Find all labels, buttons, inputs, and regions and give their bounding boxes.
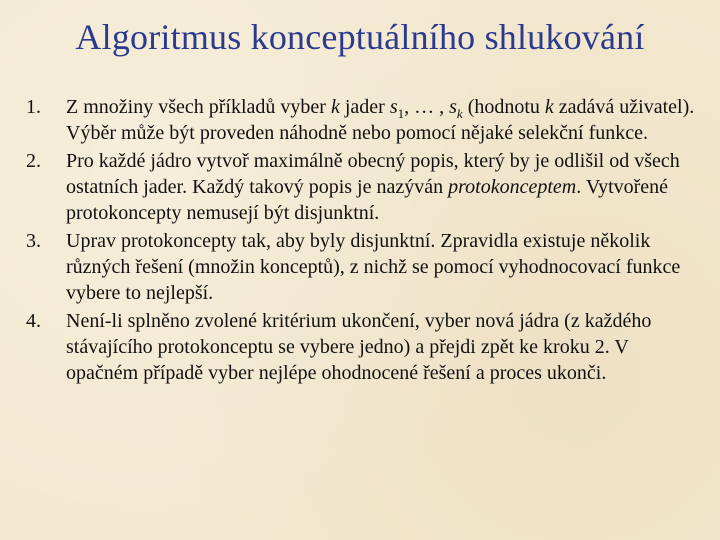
- item-text: k: [456, 106, 463, 121]
- item-text: Uprav protokoncepty tak, aby byly disjunktní. Zpravidla existuje několik různých řešení (množin konceptů), z nichž se pomocí vyhodnocovací funkce vybere to nejlepší.: [66, 230, 681, 304]
- item-number: 3.: [26, 230, 41, 252]
- list-item: [26, 308, 698, 386]
- list-item: [26, 228, 698, 306]
- item-text: Z množiny všech příkladů vyber: [66, 96, 331, 118]
- item-text: . Vytvořené protokoncepty nemusejí být disjunktní.: [66, 176, 669, 224]
- item-text: Pro každé jádro vytvoř maximálně obecný popis, který by je odlišil od všech ostatních jader. Každý takový popis je nazýván: [66, 150, 680, 198]
- item-text: jader: [339, 96, 390, 118]
- item-text: k: [544, 96, 554, 118]
- item-text: s: [449, 96, 457, 118]
- item-text: Není-li splněno zvolené kritérium ukončení, vyber nová jádra (z každého stávajícího protokonceptu se vybere jedno) a přejdi zpět ke kroku 2. V opačném případě vyber nejlépe ohodnocené řešení a proces ukonči.: [66, 310, 652, 384]
- steps-list: [26, 94, 698, 388]
- slide-title: Algoritmus konceptuálního shlukování: [75, 17, 645, 57]
- item-text: (hodnotu: [462, 96, 545, 118]
- list-item: [26, 148, 698, 226]
- item-text: k: [330, 96, 340, 118]
- item-text: s: [389, 96, 398, 118]
- item-text: protokonceptem: [448, 176, 577, 198]
- item-number: 2.: [26, 150, 41, 172]
- item-text: 1: [397, 106, 405, 121]
- item-number: 4.: [26, 310, 41, 332]
- list-item: [26, 94, 698, 146]
- item-text: zadává uživatel). Výběr může být proveden náhodně nebo pomocí nějaké selekční funkce.: [66, 96, 695, 144]
- item-number: 1.: [26, 96, 41, 118]
- item-text: , … ,: [404, 96, 450, 118]
